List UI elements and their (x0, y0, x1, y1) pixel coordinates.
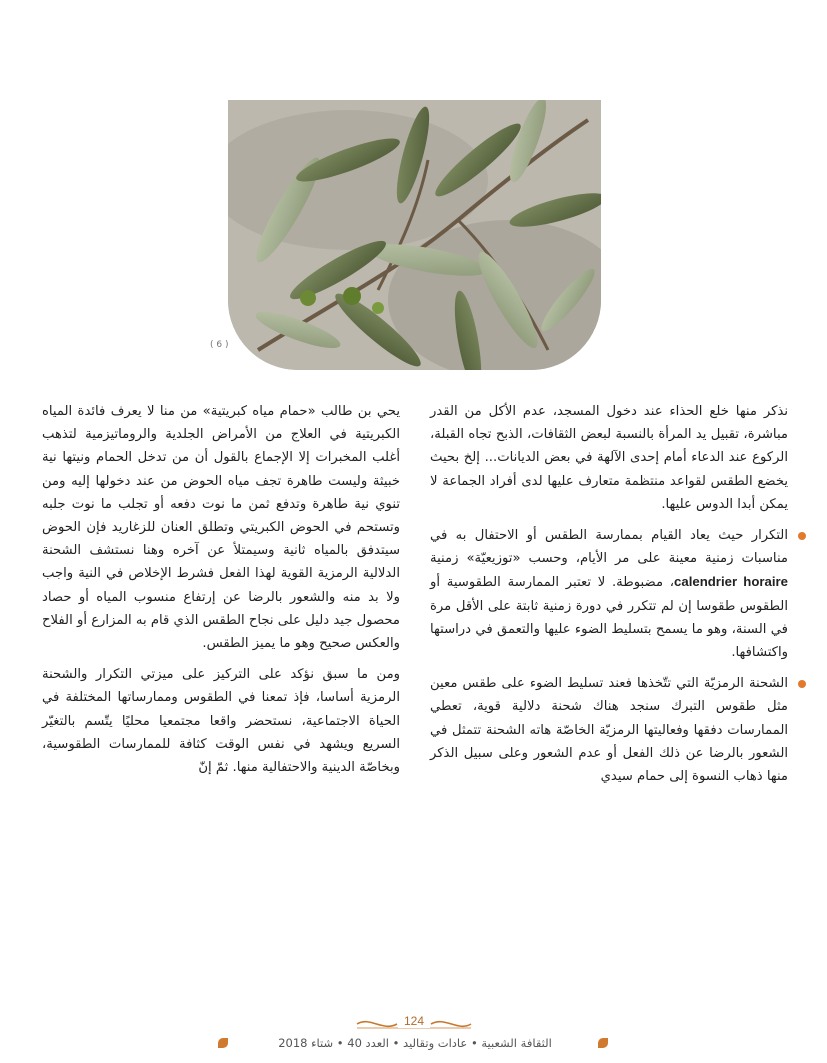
paragraph-sulfur-bath: يحي بن طالب «حمام مياه كبريتية» من منا لا يعرف فائدة المياه الكبريتية في العلاج من الأمراض الجلدية والروماتيزمية لتذهب أغلب المخبرات إلا الإجماع بالقول أن من تدخل الحمام ونيتها نية خبيثة وليست طاهرة تجف مياه الحوض من عند دخولها إليه ومن تنوي نية طاهرة وتدفع ثمن ما نوت دفعه أو تجلب ما نوت جلبه وتستحم في الحوض الكبريتي وتطلق العنان للزغاريد فإن الحوض سيتدفق بالمياه ثانية وسيمتلأ عن آخره وهنا نستشف الشحنة الدلالية الرمزية القوية لهذا الفعل فشرط الإخلاص في النية واجب ولا بد منه والشعور بالرضا عن إرتفاع منسوب المياه أو حصاد محصول جيد دليل على نجاح الطقس الذي قام به المزارع أو الفلاح والعكس صحيح وهو ما يميز الطقس. (42, 404, 400, 652)
right-column (430, 400, 788, 796)
photo-credit: ( 6 ) (210, 340, 229, 350)
running-footer: الثقافة الشعبية • عادات وتقاليد • العدد 40 • شتاء 2018 (278, 1036, 552, 1050)
bullet-repetition-latin: calendrier horaire (674, 574, 788, 590)
paragraph-rituals-examples: نذكر منها خلع الحذاء عند دخول المسجد، عدم الأكل من القدر مباشرة، تقبيل يد المرأة بالنسبة لبعض الثقافات، الذبح تجاه القبلة، الركوع عند الدعاء أمام إحدى الآلهة في بعض الديانات... إلخ بحيث يخضع الطقس لقواعد منتظمة متعارف عليها لدى أفراد الجماعة لا يمكن أبدا الدوس عليها. (430, 404, 788, 512)
orange-bullet-icon (798, 532, 806, 540)
footer-flourish-icon (598, 1038, 608, 1048)
olive-branch-photo (228, 100, 601, 370)
orange-bullet-icon (798, 680, 806, 688)
paragraph-conclusion: ومن ما سبق نؤكد على التركيز على ميزتي التكرار والشحنة الرمزية أساسا، فإذ تمعنا في الطقوس وممارساتها المختلفة في الحياة الاجتماعية، نستحضر واقعا مجتمعيا محليًا يتّسم بالتغيّر السريع ويشهد في نفس الوقت كثافة للممارسات الطقوسية، وبخاصّة الدينية والاحتفالية منها. ثمّ إنّ (42, 667, 400, 776)
bullet-symbolic-charge-text: الشحنة الرمزيّة التي تتّخذها فعند تسليط الضوء على طقس معين مثل طقوس التبرك سنجد هناك شحنة دلالية قوية، تعطي الممارسات دفقها وفعاليتها الرمزيّة الخاصّة هاته الشحنة تتمثل في الشعور بالرضا عن ذلك الفعل أو عدم الشعور وعلى سبيل الذكر منها ذهاب النسوة إلى حمام سيدي (430, 676, 788, 785)
bullet-repetition-text-b: ، مضبوطة. لا تعتبر الممارسة الطقوسية أو الطقوس طقوسا إن لم تتكرر في دورة زمنية ثابتة على الأقل مرة في السنة، وهو ما يسمح بتسليط الضوء عليها والتعمق في دراستها واكتشافها. (430, 575, 788, 661)
page-number: 124 (398, 1014, 430, 1028)
bullet-repetition (430, 524, 788, 664)
olive-branch-illustration (228, 100, 601, 370)
left-column (42, 400, 400, 787)
bullet-symbolic-charge (430, 672, 788, 788)
bullet-repetition-text-a: التكرار حيث يعاد القيام بممارسة الطقس أو الاحتفال به في مناسبات زمنية معينة على مر الأيام، وحسب «توزيعيّة» زمنية (430, 528, 788, 567)
footer-flourish-icon (218, 1038, 228, 1048)
